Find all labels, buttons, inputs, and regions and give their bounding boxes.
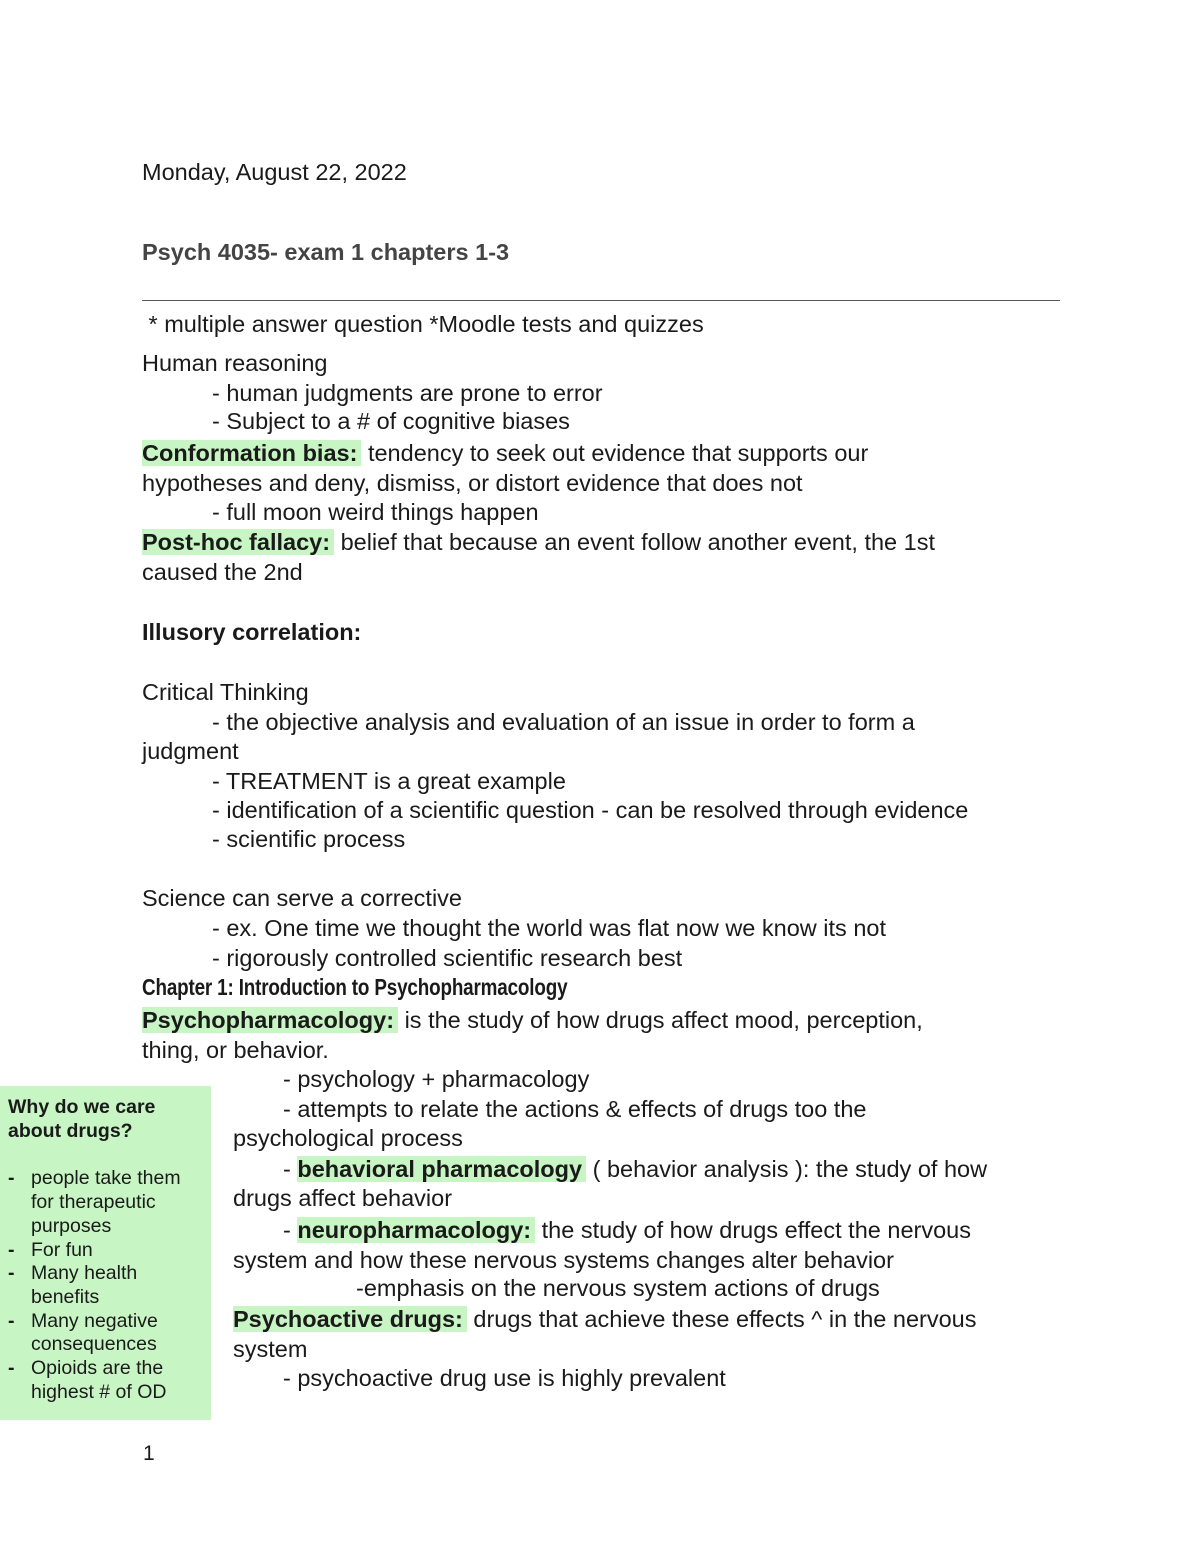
neuropharmacology-term: neuropharmacology: bbox=[297, 1217, 535, 1243]
neuropharmacology-cont: system and how these nervous systems changes alter behavior bbox=[233, 1247, 894, 1273]
science-item: - rigorously controlled scientific research best bbox=[212, 945, 683, 971]
critical-thinking-item: - the objective analysis and evaluation of an issue in order to form a bbox=[212, 709, 915, 735]
bullet-dash: - bbox=[283, 1217, 298, 1243]
sidebar-item: - Many health benefits bbox=[8, 1262, 203, 1309]
post-hoc-definition-cont: caused the 2nd bbox=[142, 559, 303, 585]
behavioral-pharmacology-line bbox=[283, 1154, 987, 1184]
psychopharmacology-definition-cont: thing, or behavior. bbox=[142, 1037, 329, 1063]
psychopharmacology-item: - attempts to relate the actions & effects of drugs too the bbox=[283, 1096, 867, 1122]
critical-thinking-item: - scientific process bbox=[212, 826, 406, 852]
psychoactive-line bbox=[233, 1304, 976, 1334]
note-top: * multiple answer question *Moodle tests and quizzes bbox=[142, 311, 704, 337]
science-heading: Science can serve a corrective bbox=[142, 885, 463, 911]
psychopharmacology-term: Psychopharmacology: bbox=[142, 1007, 398, 1033]
conformation-bias-line bbox=[142, 438, 868, 468]
chapter-heading bbox=[142, 972, 661, 1002]
neuropharmacology-definition: the study of how drugs effect the nervous bbox=[535, 1217, 971, 1243]
chapter-heading-text: Chapter 1: Introduction to Psychopharmacology bbox=[142, 974, 568, 1000]
human-reasoning-heading: Human reasoning bbox=[142, 350, 328, 376]
sidebar-title: Why do we care about drugs? bbox=[8, 1096, 156, 1142]
psychopharmacology-definition: is the study of how drugs affect mood, perception, bbox=[398, 1007, 923, 1033]
behavioral-pharmacology-cont: drugs affect behavior bbox=[233, 1185, 453, 1211]
divider bbox=[142, 300, 1060, 301]
neuropharmacology-line bbox=[283, 1215, 971, 1245]
sidebar-list bbox=[8, 1167, 203, 1404]
critical-thinking-item: - TREATMENT is a great example bbox=[212, 768, 566, 794]
post-hoc-line bbox=[142, 527, 935, 557]
science-item: - ex. One time we thought the world was flat now we know its not bbox=[212, 915, 886, 941]
conformation-bias-definition: tendency to seek out evidence that supports our bbox=[361, 440, 869, 466]
critical-thinking-heading: Critical Thinking bbox=[142, 679, 309, 705]
human-reasoning-item: - Subject to a # of cognitive biases bbox=[212, 408, 570, 434]
conformation-bias-definition-cont: hypotheses and deny, dismiss, or distort evidence that does not bbox=[142, 470, 803, 496]
psychopharmacology-item-cont: psychological process bbox=[233, 1125, 463, 1151]
human-reasoning-item: - human judgments are prone to error bbox=[212, 380, 603, 406]
critical-thinking-item: - identification of a scientific question - can be resolved through evidence bbox=[212, 797, 969, 823]
sidebar-item: - For fun bbox=[8, 1239, 203, 1263]
psychoactive-definition: drugs that achieve these effects ^ in the nervous bbox=[466, 1306, 977, 1332]
neuropharmacology-subitem: -emphasis on the nervous system actions of drugs bbox=[356, 1275, 880, 1301]
sidebar-note bbox=[0, 1086, 211, 1420]
psychoactive-item: - psychoactive drug use is highly prevalent bbox=[283, 1365, 726, 1391]
critical-thinking-item-cont: judgment bbox=[142, 738, 239, 764]
psychopharmacology-item: - psychology + pharmacology bbox=[283, 1066, 590, 1092]
sidebar-item: - people take them for therapeutic purposes bbox=[8, 1167, 203, 1238]
conformation-bias-example: - full moon weird things happen bbox=[212, 499, 539, 525]
page-number: 1 bbox=[143, 1442, 155, 1465]
psychopharmacology-line bbox=[142, 1005, 923, 1035]
sidebar-item: - Many negative consequences bbox=[8, 1310, 203, 1357]
date-line: Monday, August 22, 2022 bbox=[142, 159, 407, 185]
bullet-dash: - bbox=[283, 1156, 298, 1182]
post-hoc-definition: belief that because an event follow another event, the 1st bbox=[334, 529, 936, 555]
behavioral-pharmacology-term: behavioral pharmacology bbox=[297, 1156, 586, 1182]
illusory-correlation: Illusory correlation: bbox=[142, 619, 362, 645]
post-hoc-term: Post-hoc fallacy: bbox=[142, 529, 334, 555]
psychoactive-term: Psychoactive drugs: bbox=[233, 1306, 467, 1332]
behavioral-pharmacology-definition: ( behavior analysis ): the study of how bbox=[586, 1156, 988, 1182]
page-title: Psych 4035- exam 1 chapters 1-3 bbox=[142, 239, 510, 265]
sidebar-item: - Opioids are the highest # of OD bbox=[8, 1357, 203, 1404]
conformation-bias-term: Conformation bias: bbox=[142, 440, 361, 466]
psychoactive-cont: system bbox=[233, 1336, 308, 1362]
